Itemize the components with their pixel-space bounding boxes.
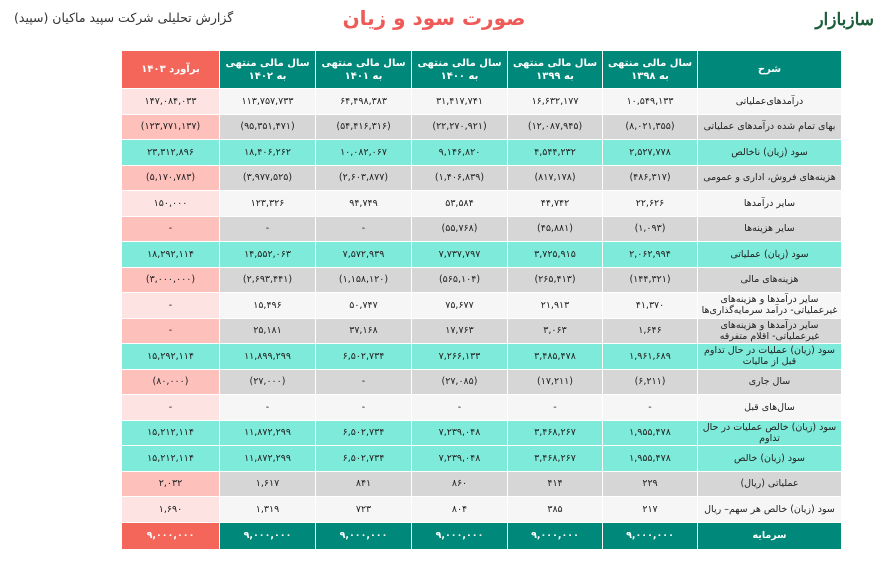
value-cell: - [220,216,316,242]
value-cell: - [316,369,412,395]
value-cell: (۱۴۴,۳۲۱) [603,267,698,293]
value-cell: ۴۱۴ [508,471,603,497]
row-label: سال‌های قبل [698,395,842,421]
table-row [122,114,842,140]
value-cell: ۷۲۳ [316,497,412,523]
table-row [122,420,842,446]
value-cell: (۱,۰۹۳) [603,216,698,242]
table-header-row [122,51,842,89]
value-cell: ۹۴,۷۴۹ [316,191,412,217]
row-label: هزینه‌های مالی [698,267,842,293]
value-cell: ۷,۵۷۲,۹۳۹ [316,242,412,268]
row-label: بهای تمام شده درآمدهای عملیاتی [698,114,842,140]
value-cell: - [316,395,412,421]
table-row [122,140,842,166]
row-label: درآمدهای‌عملیاتی [698,89,842,115]
estimate-cell: ۱۸,۲۹۲,۱۱۴ [122,242,220,268]
value-cell: (۱۲,۰۸۷,۹۴۵) [508,114,603,140]
value-cell: ۶,۵۰۲,۷۳۴ [316,420,412,446]
row-label: سود (زیان) خالص هر سهم– ریال [698,497,842,523]
value-cell: ۹,۰۰۰,۰۰۰ [412,522,508,549]
estimate-cell: (۳,۰۰۰,۰۰۰) [122,267,220,293]
value-cell: ۴۴,۷۴۲ [508,191,603,217]
value-cell: ۱۱,۸۷۲,۲۹۹ [220,420,316,446]
value-cell: ۱,۳۱۹ [220,497,316,523]
value-cell: ۴,۵۴۴,۲۳۲ [508,140,603,166]
row-label: هزینه‌های فروش، اداری و عمومی [698,165,842,191]
value-cell: (۱۷,۲۱۱) [508,369,603,395]
table-row [122,191,842,217]
table-row [122,89,842,115]
row-label: سود (زیان) خالص [698,446,842,472]
value-cell: - [220,395,316,421]
value-cell: ۳۷,۱۶۸ [316,318,412,344]
value-cell: ۲۱,۹۱۳ [508,293,603,319]
row-label: سایر درآمدها [698,191,842,217]
value-cell: (۵۴,۴۱۶,۳۱۶) [316,114,412,140]
column-header-1399: سال مالی منتهی به ۱۳۹۹ [508,51,603,89]
brand-logo: سازبازار [815,10,874,30]
value-cell: ۱۵,۴۹۶ [220,293,316,319]
table-row [122,318,842,344]
row-label: سایر درآمدها و هزینه‌های غیرعملیاتی- درآمد سرمایه‌گذاری‌ها [698,293,842,319]
estimate-cell: (۱۲۳,۷۷۱,۱۳۷) [122,114,220,140]
column-header-estimate-1403: برآورد ۱۴۰۳ [122,51,220,89]
value-cell: ۳,۷۲۵,۹۱۵ [508,242,603,268]
value-cell: (۵۵,۷۶۸) [412,216,508,242]
value-cell: (۲۷,۰۸۵) [412,369,508,395]
value-cell: ۳۸۵ [508,497,603,523]
value-cell: ۶,۵۰۲,۷۳۴ [316,344,412,370]
row-label: سایر هزینه‌ها [698,216,842,242]
value-cell: ۲۱۷ [603,497,698,523]
table-row [122,242,842,268]
value-cell: ۱۱,۸۷۲,۲۹۹ [220,446,316,472]
value-cell: (۲۷,۰۰۰) [220,369,316,395]
estimate-cell: ۱,۶۹۰ [122,497,220,523]
value-cell: ۲۲,۶۲۶ [603,191,698,217]
column-header-1398: سال مالی منتهی به ۱۳۹۸ [603,51,698,89]
value-cell: ۱۰,۵۴۹,۱۳۳ [603,89,698,115]
table-row [122,293,842,319]
value-cell: ۸۴۱ [316,471,412,497]
value-cell: ۶۴,۴۹۸,۳۸۳ [316,89,412,115]
value-cell: ۲۲۹ [603,471,698,497]
value-cell: ۱۴,۵۵۲,۰۶۳ [220,242,316,268]
value-cell: ۳,۴۶۸,۲۶۷ [508,420,603,446]
estimate-cell: ۱۵,۲۱۲,۱۱۴ [122,446,220,472]
value-cell: (۵۶۵,۱۰۴) [412,267,508,293]
value-cell: ۳۱,۴۱۷,۷۴۱ [412,89,508,115]
capital-row [122,522,842,549]
value-cell: ۷۵,۶۷۷ [412,293,508,319]
value-cell: ۱,۶۱۷ [220,471,316,497]
value-cell: ۱۶,۶۳۲,۱۷۷ [508,89,603,115]
estimate-cell: (۵,۱۷۰,۷۸۳) [122,165,220,191]
value-cell: (۱,۴۰۶,۸۳۹) [412,165,508,191]
value-cell: ۱۰,۰۸۲,۰۶۷ [316,140,412,166]
value-cell: ۱۷,۷۶۳ [412,318,508,344]
estimate-cell: - [122,395,220,421]
column-header-1402: سال مالی منتهی به ۱۴۰۲ [220,51,316,89]
table-row [122,267,842,293]
estimate-cell: ۲۳,۳۱۲,۸۹۶ [122,140,220,166]
value-cell: ۵۰,۷۴۷ [316,293,412,319]
estimate-cell: - [122,216,220,242]
column-header-description: شرح [698,51,842,89]
value-cell: (۲,۶۰۳,۸۷۷) [316,165,412,191]
estimate-cell: ۱۵۰,۰۰۰ [122,191,220,217]
estimate-cell: ۱۵,۲۱۲,۱۱۴ [122,420,220,446]
value-cell: ۱۸,۴۰۶,۲۶۲ [220,140,316,166]
row-label: سود (زیان) ناخالص [698,140,842,166]
estimate-cell: ۱۴۷,۰۸۴,۰۳۳ [122,89,220,115]
table-row [122,446,842,472]
value-cell: (۶,۲۱۱) [603,369,698,395]
value-cell: ۳,۴۶۸,۲۶۷ [508,446,603,472]
value-cell: ۵۳,۵۸۴ [412,191,508,217]
value-cell: ۱۲۳,۳۲۶ [220,191,316,217]
value-cell: ۶,۵۰۲,۷۳۴ [316,446,412,472]
value-cell: ۹,۰۰۰,۰۰۰ [220,522,316,549]
value-cell: (۸۱۷,۱۷۸) [508,165,603,191]
table-row [122,216,842,242]
table-row [122,344,842,370]
value-cell: ۹,۱۴۶,۸۲۰ [412,140,508,166]
value-cell: - [603,395,698,421]
value-cell: ۱,۶۴۶ [603,318,698,344]
value-cell: ۲,۵۲۷,۷۷۸ [603,140,698,166]
table-row [122,165,842,191]
value-cell: - [412,395,508,421]
table-row [122,395,842,421]
value-cell: (۴۵,۸۸۱) [508,216,603,242]
row-label: سرمایه [698,522,842,549]
value-cell: ۱۱۳,۷۵۷,۷۳۳ [220,89,316,115]
value-cell: (۲,۶۹۳,۴۴۱) [220,267,316,293]
value-cell: ۷,۲۶۶,۱۳۳ [412,344,508,370]
value-cell: ۷,۷۳۷,۷۹۷ [412,242,508,268]
income-statement-table [121,50,842,550]
value-cell: (۹۵,۳۵۱,۴۷۱) [220,114,316,140]
value-cell: ۲۵,۱۸۱ [220,318,316,344]
value-cell: - [508,395,603,421]
value-cell: ۷,۲۳۹,۰۴۸ [412,446,508,472]
value-cell: ۴۱,۳۷۰ [603,293,698,319]
value-cell: ۹,۰۰۰,۰۰۰ [316,522,412,549]
value-cell: ۱,۹۵۵,۴۷۸ [603,420,698,446]
value-cell: ۲,۰۶۲,۹۹۴ [603,242,698,268]
row-label: سایر درآمدها و هزینه‌های غیرعملیاتی- اقلام متفرقه [698,318,842,344]
estimate-cell: ۹,۰۰۰,۰۰۰ [122,522,220,549]
value-cell: ۱۱,۸۹۹,۲۹۹ [220,344,316,370]
row-label: سال جاری [698,369,842,395]
row-label: سود (زیان) عملیات در حال تداوم قبل از مالیات [698,344,842,370]
value-cell: ۸۶۰ [412,471,508,497]
value-cell: ۹,۰۰۰,۰۰۰ [603,522,698,549]
column-header-1401: سال مالی منتهی به ۱۴۰۱ [316,51,412,89]
value-cell: (۱,۱۵۸,۱۲۰) [316,267,412,293]
value-cell: ۹,۰۰۰,۰۰۰ [508,522,603,549]
row-label: سود (زیان) عملیاتی [698,242,842,268]
value-cell: ۸۰۴ [412,497,508,523]
estimate-cell: - [122,293,220,319]
value-cell: (۸,۰۲۱,۳۵۵) [603,114,698,140]
value-cell: ۱,۹۶۱,۶۸۹ [603,344,698,370]
value-cell: - [316,216,412,242]
table-row [122,471,842,497]
value-cell: ۷,۲۳۹,۰۴۸ [412,420,508,446]
value-cell: ۳,۰۶۳ [508,318,603,344]
value-cell: (۴۸۶,۳۱۷) [603,165,698,191]
table-row [122,369,842,395]
value-cell: ۳,۴۸۵,۴۷۸ [508,344,603,370]
value-cell: (۳,۹۷۷,۵۲۵) [220,165,316,191]
estimate-cell: - [122,318,220,344]
value-cell: (۲۲,۲۷۰,۹۲۱) [412,114,508,140]
row-label: سود (زیان) خالص عملیات در حال تداوم [698,420,842,446]
column-header-1400: سال مالی منتهی به ۱۴۰۰ [412,51,508,89]
value-cell: ۱,۹۵۵,۴۷۸ [603,446,698,472]
report-subtitle: گزارش تحلیلی شرکت سپید ماکیان (سپید) [14,10,234,25]
value-cell: (۲۶۵,۴۱۳) [508,267,603,293]
estimate-cell: ۲,۰۳۲ [122,471,220,497]
estimate-cell: ۱۵,۲۹۲,۱۱۴ [122,344,220,370]
table-row [122,497,842,523]
page-title: صورت سود و زیان [342,6,526,30]
row-label: عملیاتی (ریال) [698,471,842,497]
estimate-cell: (۸۰,۰۰۰) [122,369,220,395]
